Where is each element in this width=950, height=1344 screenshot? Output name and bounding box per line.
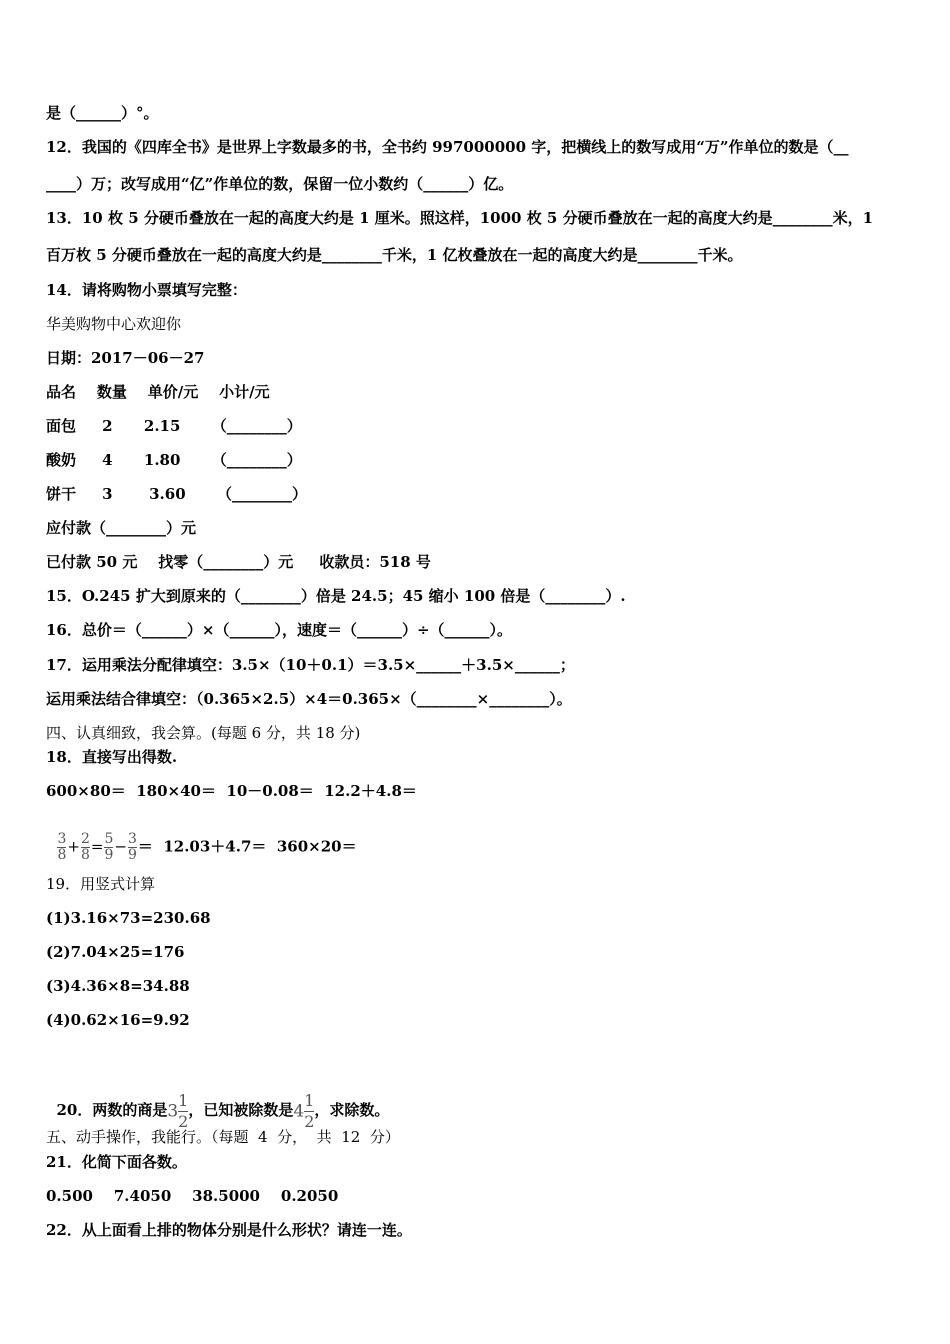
- q18-title: 18．直接写出得数.: [46, 748, 178, 766]
- fraction-2-8: $\frac{2}{8}$: [80, 831, 90, 863]
- section-4-title: 四、认真细致，我会算。(每题 6 分，共 18 分): [46, 724, 361, 742]
- mixed-number-quotient: 3 $\frac{1}{2}$: [167, 1090, 189, 1131]
- receipt-header: 品名 数量 单价/元 小计/元: [46, 383, 270, 401]
- q19-item-2: (2)7.04×25=176: [46, 943, 185, 961]
- q19-item-1: (1)3.16×73=230.68: [46, 909, 211, 927]
- q12-line1: 12．我国的《四库全书》是世界上字数最多的书，全书约 997000000 字，把横线上的数写成用“万”作单位的数是（__: [46, 138, 849, 156]
- q15: 15．O.245 扩大到原来的（________）倍是 24.5；45 缩小 100 倍是（________）.: [46, 587, 626, 605]
- q14-title: 14．请将购物小票填写完整：: [46, 281, 247, 299]
- q16: 16．总价＝（______）×（______），速度＝（______）÷（______）。: [46, 621, 513, 639]
- mixed-number-dividend: 4 $\frac{1}{2}$: [293, 1090, 315, 1131]
- q18-calc-row2: $\frac{3}{8}$ + $\frac{2}{8}$ = $\frac{5}{9}$ − $\frac{3}{9}$ ＝ 12.03＋4.7＝ 360×20＝: [57, 831, 357, 863]
- receipt-item-biscuit: 饼干 3 3.60 （________）: [46, 485, 307, 503]
- receipt-date: 日期：2017－06－27: [46, 349, 205, 367]
- fraction-3-8: $\frac{3}{8}$: [57, 831, 67, 863]
- q18-calc-row1: 600×80＝ 180×40＝ 10－0.08＝ 12.2＋4.8＝: [46, 782, 417, 800]
- receipt-store: 华美购物中心欢迎你: [46, 315, 182, 333]
- section-5-title: 五、动手操作，我能行。（每题 4 分， 共 12 分）: [46, 1128, 400, 1146]
- q17-line2: 运用乘法结合律填空：（0.365×2.5）×4＝0.365×（________×________）。: [46, 690, 572, 708]
- q22-title: 22．从上面看上排的物体分别是什么形状？请连一连。: [46, 1221, 412, 1239]
- q11-tail: 是（______）°。: [46, 104, 159, 122]
- q12-line2: ____）万；改写成用“亿”作单位的数，保留一位小数约（______）亿。: [46, 175, 514, 193]
- q17-line1: 17．运用乘法分配律填空：3.5×（10＋0.1）＝3.5×______＋3.5×______；: [46, 656, 575, 674]
- receipt-item-yogurt: 酸奶 4 1.80 （________）: [46, 451, 302, 469]
- q19-item-4: (4)0.62×16=9.92: [46, 1011, 190, 1029]
- q21-numbers: 0.500 7.4050 38.5000 0.2050: [46, 1187, 339, 1205]
- q20: 20．两数的商是3 $\frac{1}{2}$ ，已知被除数是4 $\frac{1}{2}$ ，求除数。: [46, 1044, 389, 1133]
- fraction-5-9: $\frac{5}{9}$: [104, 831, 114, 863]
- receipt-paid: 已付款 50 元 找零（________）元 收款员：518 号: [46, 553, 431, 571]
- q13-line2: 百万枚 5 分硬币叠放在一起的高度大约是________千米，1 亿枚叠放在一起的高度大约是________千米。: [46, 246, 743, 264]
- q19-item-3: (3)4.36×8=34.88: [46, 977, 190, 995]
- q21-title: 21．化简下面各数。: [46, 1153, 187, 1171]
- fraction-3-9: $\frac{3}{9}$: [127, 831, 137, 863]
- receipt-due: 应付款（________）元: [46, 519, 197, 537]
- receipt-item-bread: 面包 2 2.15 （________）: [46, 417, 302, 435]
- q19-title: 19．用竖式计算: [46, 875, 156, 893]
- q13-line1: 13．10 枚 5 分硬币叠放在一起的高度大约是 1 厘米。照这样，1000 枚 5 分硬币叠放在一起的高度大约是________米，1: [46, 209, 874, 227]
